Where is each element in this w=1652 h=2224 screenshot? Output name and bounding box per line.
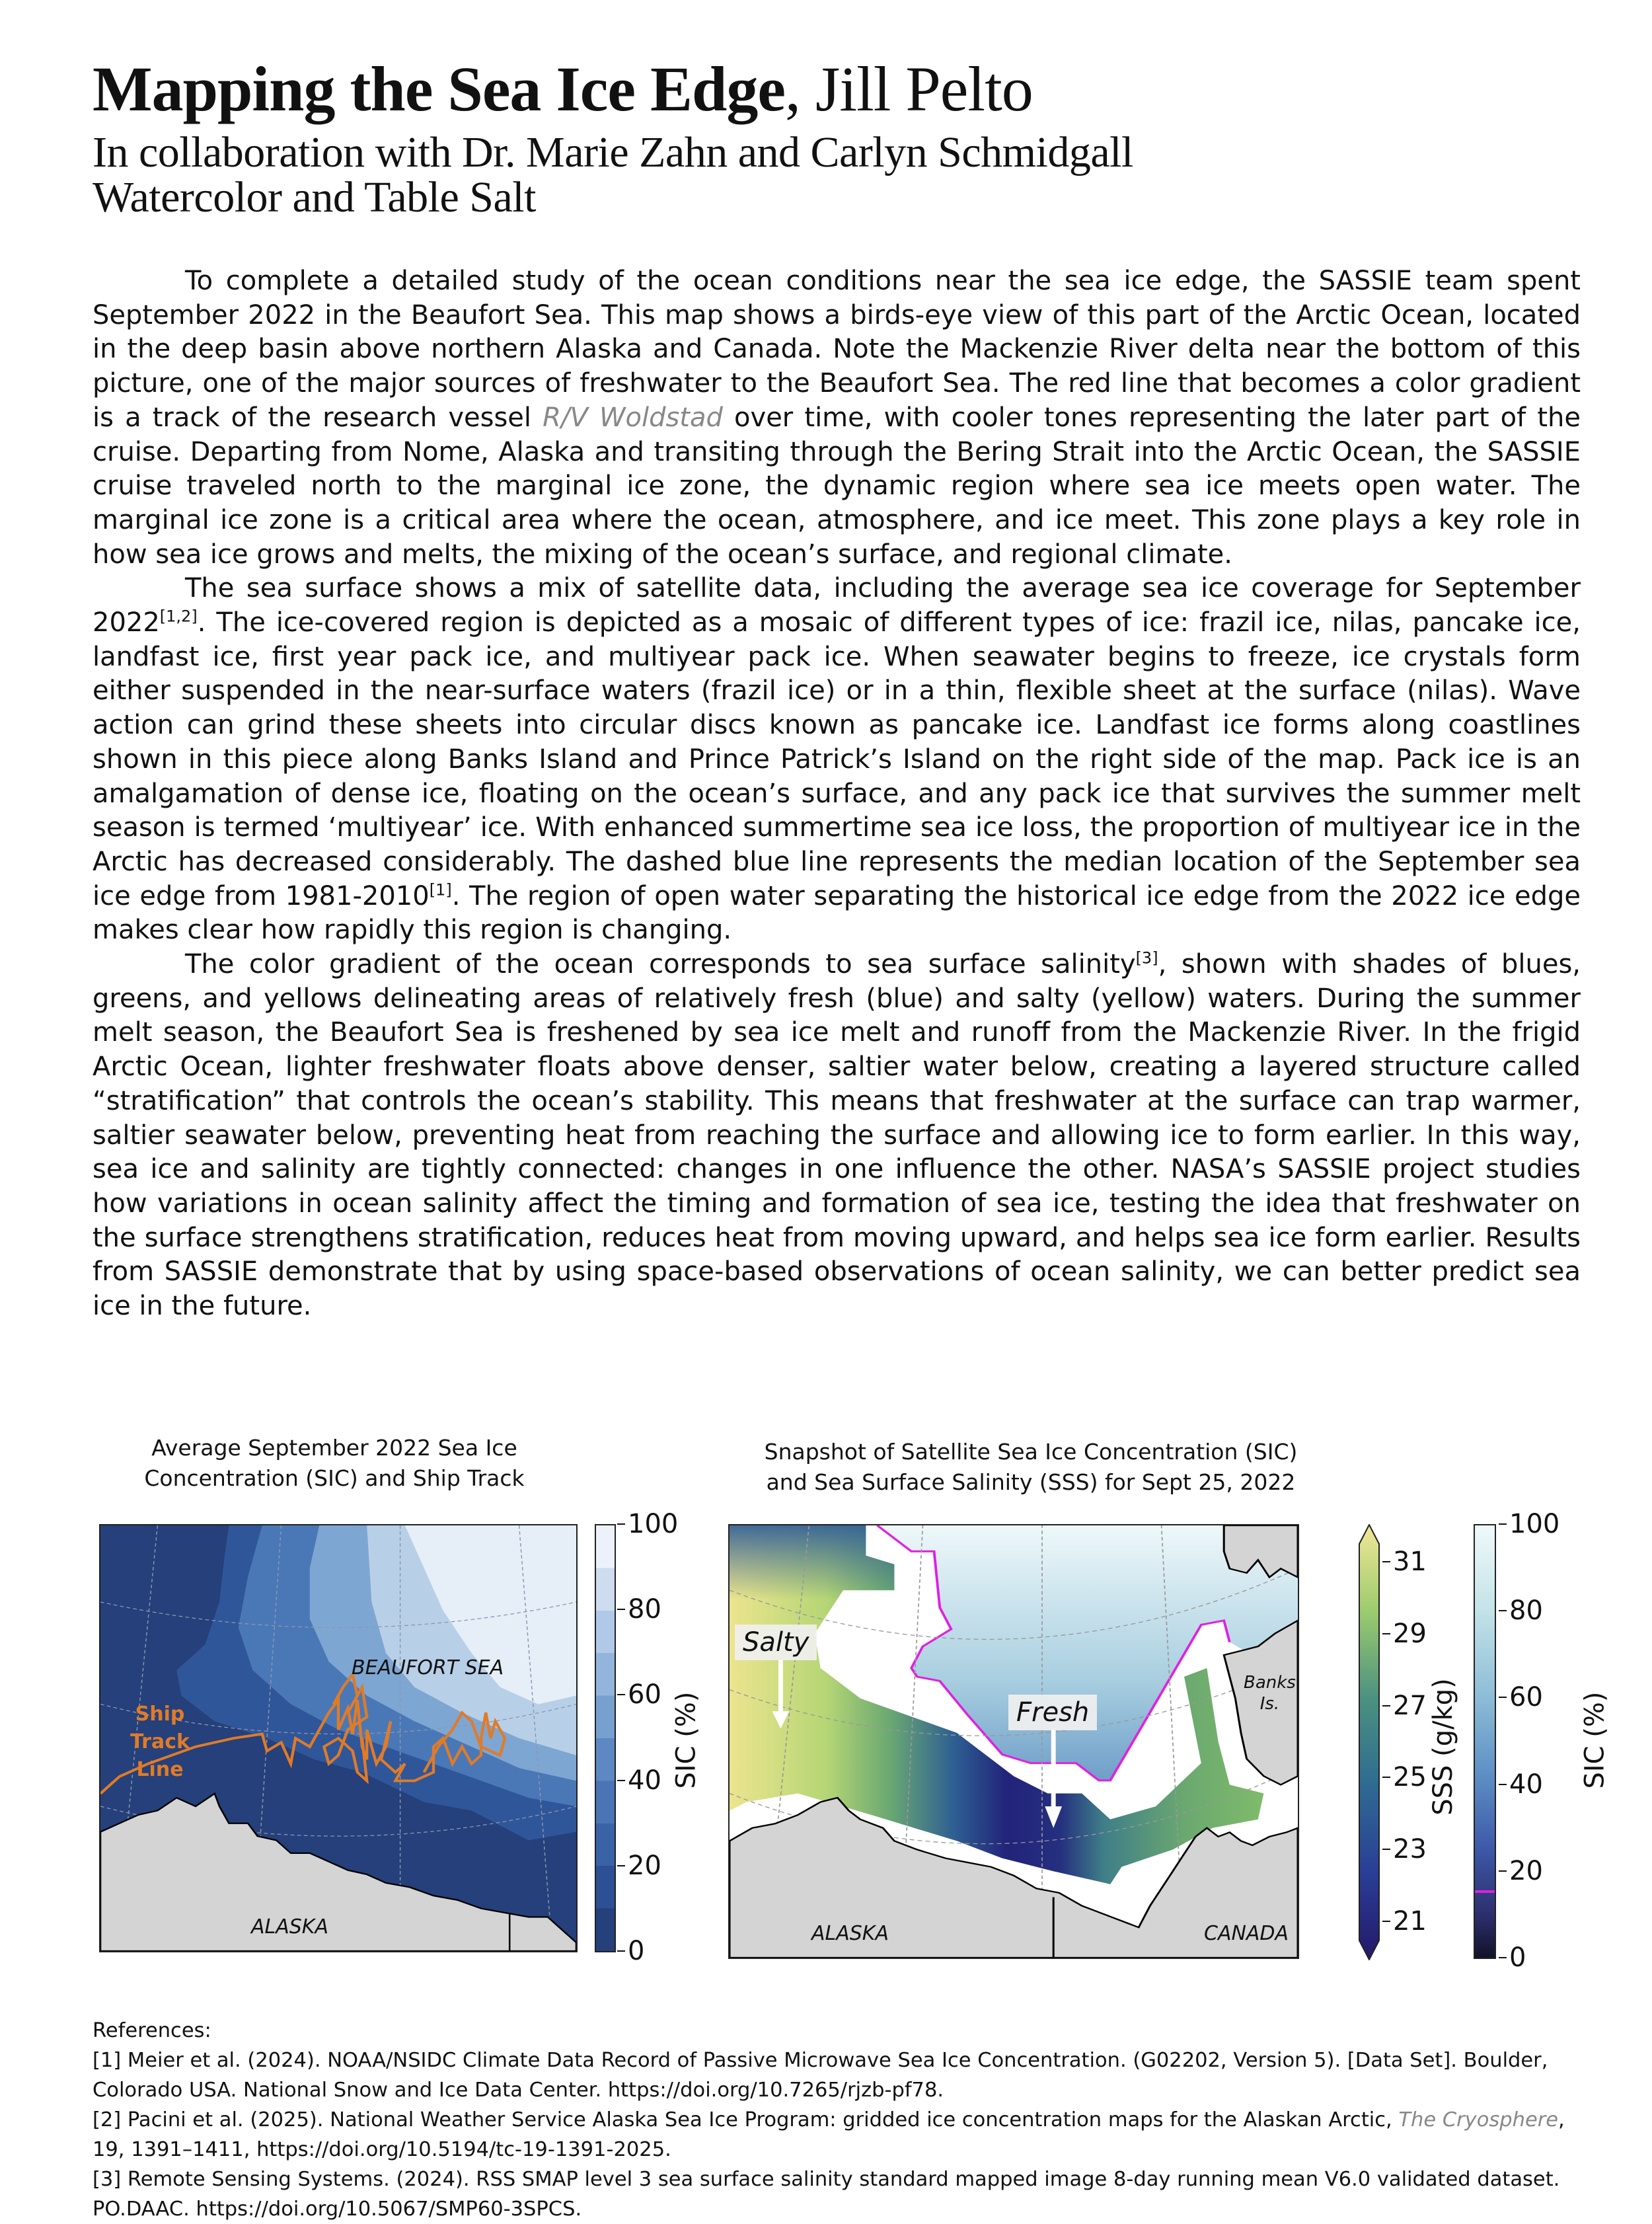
colorbar-tick-label: 29 (1393, 1618, 1427, 1649)
sic-colorbar-left (595, 1524, 616, 1952)
title-line: and Sea Surface Salinity (SSS) for Sept 25, 2022 (766, 1469, 1296, 1495)
colorbar-tick-label: 27 (1393, 1690, 1427, 1721)
page-title (93, 53, 1033, 126)
label-line: Banks (1244, 1673, 1296, 1693)
title-main: Mapping the Sea Ice Edge (93, 54, 786, 124)
colorbar-tick-label: 21 (1393, 1906, 1427, 1936)
colorbar-tick-label: 20 (628, 1850, 661, 1881)
colorbar-tick-label: 40 (628, 1765, 661, 1796)
reference-2 (93, 2105, 1599, 2165)
sss-colorbar-graphic (1359, 1524, 1380, 1960)
alaska-label: ALASKA (811, 1922, 889, 1945)
sic-sss-map (728, 1524, 1299, 1959)
sss-colorbar-label: SSS (g/kg) (1427, 1678, 1458, 1816)
citation: [1,2] (159, 607, 198, 626)
text: The color gradient of the ocean corresponds to sea surface salinity (185, 949, 1136, 980)
colorbar-tick-label: 23 (1393, 1834, 1427, 1865)
references (93, 2016, 1599, 2224)
sic-ship-track-map (99, 1524, 578, 1952)
sss-colorbar (1359, 1524, 1380, 1960)
citation: [1] (429, 880, 452, 900)
colorbar-tick-label: 60 (1509, 1682, 1543, 1713)
ship-track-label (107, 1701, 213, 1784)
left-figure-title (103, 1433, 566, 1494)
colorbar-tick-label: 0 (1509, 1942, 1526, 1973)
right-figure-title (753, 1437, 1308, 1498)
collaboration-subtitle: In collaboration with Dr. Marie Zahn and Carlyn Schmidgall (93, 128, 1133, 176)
citation: [3] (1135, 948, 1158, 968)
text: , 19, 1391–1411, https://doi.org/10.5194/tc-19-1391-2025. (93, 2108, 1565, 2161)
journal-name: The Cryosphere (1398, 2108, 1559, 2131)
text: , shown with shades of blues, greens, and yellows delineating areas of relatively fresh (blue) and salty (yellow) waters. During the summer melt season, the Beaufort Sea is freshened by sea ice melt and runoff from the Mackenzie River. In the frigid Arctic Ocean, lighter freshwater floats above denser, saltier water below, creating a layered structure called “stratification” that controls the ocean’s stability. This means that freshwater at the surface can trap warmer, saltier seawater below, preventing heat from reaching the surface and allowing ice to form earlier. In this way, sea ice and salinity are tightly connected: changes in one influence the other. NASA’s SASSIE project studies how variations in ocean salinity affect the timing and formation of sea ice, testing the idea that freshwater on the surface strengthens stratification, reduces heat from moving upward, and helps sea ice form earlier. Results from SASSIE demonstrate that by using space-based observations of ocean salinity, we can better predict sea ice in the future. (93, 949, 1581, 1322)
text: [2] Pacini et al. (2025). National Weather Service Alaska Sea Ice Program: gridded ice concentration maps for the Alaskan Arctic, (93, 2108, 1399, 2131)
colorbar-tick-label: 40 (1509, 1769, 1543, 1800)
colorbar-tick-label: 100 (628, 1509, 679, 1539)
colorbar-tick-label: 60 (628, 1679, 661, 1710)
label-line: Ship Track (130, 1703, 190, 1753)
body-text (93, 264, 1581, 1324)
colorbar-tick-label: 31 (1393, 1547, 1427, 1577)
paragraph-1 (93, 264, 1581, 572)
label-line: Line (136, 1758, 184, 1781)
sic-sss-map-graphic (730, 1525, 1298, 1958)
salty-annotation: Salty (735, 1625, 817, 1660)
colorbar-tick-label: 20 (1509, 1855, 1543, 1886)
sic-colorbar-right (1474, 1524, 1496, 1959)
text: . The ice-covered region is depicted as a mosaic of different types of ice: frazil ice, nilas, pancake ice, landfast ice, first year pack ice, and multiyear pack ice. When seawater begins to freeze, ice crystals form either suspended in the near-surface waters (frazil ice) or in a thin, flexible sheet at the surface (nilas). Wave action can grind these sheets into circular discs known as pancake ice. Landfast ice forms along coastlines shown in this piece along Banks Island and Prince Patrick’s Island on the right side of the map. Pack ice is an amalgamation of dense ice, floating on the ocean’s surface, and any pack ice that survives the summer melt season is termed ‘multiyear’ ice. With enhanced summertime sea ice loss, the proportion of multiyear ice in the Arctic has decreased considerably. The dashed blue line represents the median location of the September sea ice edge from 1981-2010 (93, 607, 1581, 911)
title-line: Average September 2022 Sea Ice (151, 1435, 517, 1461)
reference-3: [3] Remote Sensing Systems. (2024). RSS SMAP level 3 sea surface salinity standard mapped image 8-day running mean V6.0 validated dataset. PO.DAAC. https://doi.org/10.5067/SMP60-3SPCS. (93, 2168, 1560, 2221)
paragraph-2 (93, 572, 1581, 948)
beaufort-sea-label: BEAUFORT SEA (352, 1656, 504, 1679)
sic-colorbar-right-label: SIC (%) (1579, 1691, 1610, 1789)
text: To complete a detailed study of the ocean conditions near the sea ice edge, the SASSIE team spent September 2022 in the Beaufort Sea. This map shows a birds-eye view of this part of the Arctic Ocean, located in the deep basin above northern Alaska and Canada. Note the Mackenzie River delta near the bottom of this picture, one of the major sources of freshwater to the Beaufort Sea. The red line that becomes a color gradient is a track of the research vessel (93, 266, 1581, 433)
reference-1: [1] Meier et al. (2024). NOAA/NSIDC Climate Data Record of Passive Microwave Sea Ice Concentration. (G02202, Version 5). [Data Set]. Boulder, Colorado USA. National Snow and Ice Data Center. https://doi.org/10.7265/rjzb-pf78. (93, 2049, 1548, 2102)
title-line: Concentration (SIC) and Ship Track (144, 1465, 525, 1491)
vessel-name: R/V Woldstad (543, 402, 723, 433)
alaska-label: ALASKA (251, 1915, 328, 1938)
ice-edge-marker (1475, 1890, 1495, 1893)
title-line: Snapshot of Satellite Sea Ice Concentration (SIC) (764, 1439, 1298, 1465)
colorbar-tick-label: 100 (1509, 1509, 1560, 1539)
canada-label: CANADA (1204, 1922, 1289, 1945)
text: . The region of open water separating the historical ice edge from the 2022 ice edge makes clear how rapidly this region is changing. (93, 880, 1581, 946)
title-artist: , Jill Pelto (785, 54, 1033, 124)
colorbar-tick-label: 25 (1393, 1762, 1427, 1793)
paragraph-3 (93, 948, 1581, 1324)
banks-island-label (1244, 1672, 1296, 1714)
colorbar-tick-label: 80 (1509, 1595, 1543, 1627)
references-heading: References: (93, 2019, 211, 2042)
colorbar-tick-label: 80 (628, 1594, 661, 1625)
text: The sea surface shows a mix of satellite data, including the average sea ice coverage for September 2022 (93, 573, 1581, 638)
label-line: Is. (1259, 1694, 1280, 1714)
sic-colorbar-left-label: SIC (%) (671, 1691, 702, 1789)
medium-subtitle: Watercolor and Table Salt (93, 173, 536, 221)
colorbar-tick-label: 0 (628, 1936, 645, 1966)
text: over time, with cooler tones representing the later part of the cruise. Departing from Nome, Alaska and transiting through the Bering Strait into the Arctic Ocean, the SASSIE cruise traveled north to the marginal ice zone, the dynamic region where sea ice meets open water. The marginal ice zone is a critical area where the ocean, atmosphere, and ice meet. This zone plays a key role in how sea ice grows and melts, the mixing of the ocean’s surface, and regional climate. (93, 402, 1581, 570)
salinity-field-north (730, 1525, 894, 1690)
fresh-annotation: Fresh (1008, 1695, 1097, 1730)
